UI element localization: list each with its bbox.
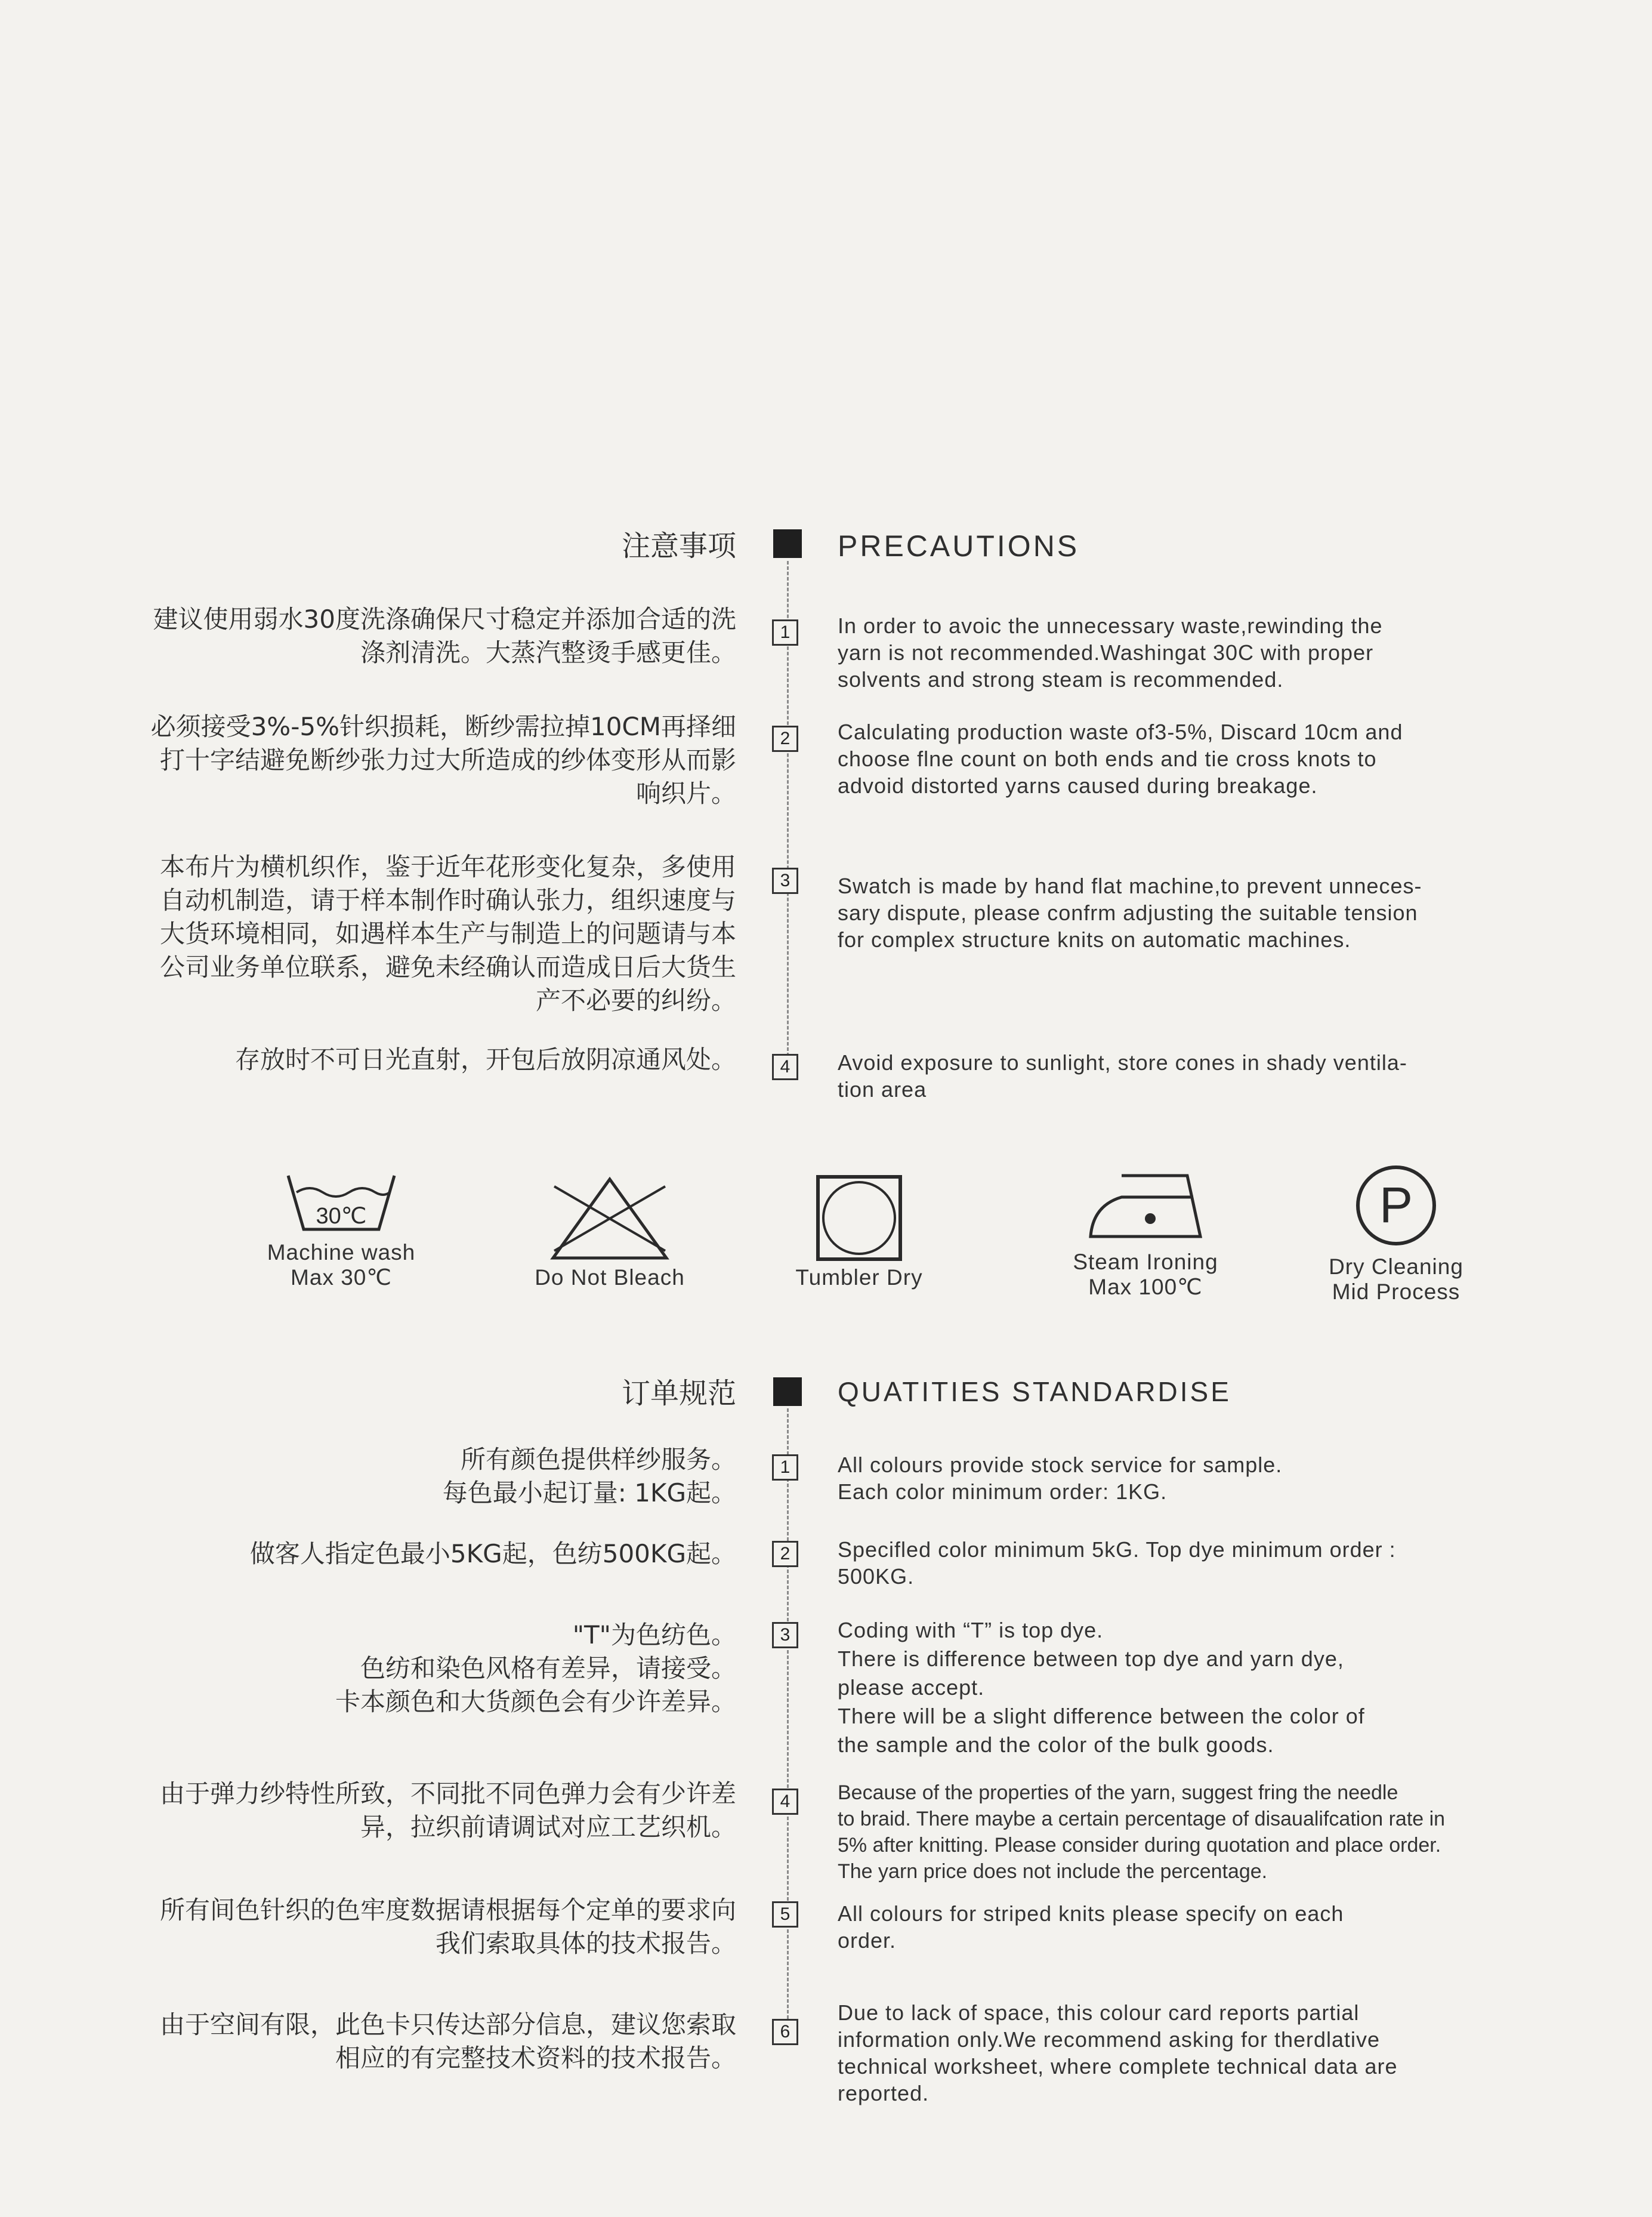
precaution-en-4: Avoid exposure to sunlight, store cones in shady ventila- tion area (838, 1050, 1407, 1102)
precaution-zh-3: 本布片为横机织作，鉴于近年花形变化复杂，多使用 自动机制造，请于样本制作时确认张力，组织速度与 大货环境相同，如遇样本生产与制造上的问题请与本 公司业务单位联系，避免未经确认而造成日后大货生 产不必要的纠纷。 (159, 852, 736, 1015)
machine-wash-30-icon (285, 1170, 398, 1235)
care-label-do-not-bleach: Do Not Bleach (535, 1265, 685, 1290)
care-steam-iron (1038, 1170, 1253, 1300)
care-dry-clean (1289, 1163, 1503, 1305)
quantity-number-2: 2 (772, 1541, 798, 1567)
quantity-zh-1: 所有颜色提供样纱服务。 每色最小起订量: 1KG起。 (442, 1445, 736, 1507)
precautions-title-zh: 注意事项 (621, 529, 736, 563)
quantity-zh-2: 做客人指定色最小5KG起，色纺500KG起。 (249, 1539, 736, 1568)
dry-clean-p-icon (1353, 1163, 1439, 1248)
precaution-number-2: 2 (772, 726, 798, 752)
care-tumble-dry (752, 1173, 967, 1290)
section-marker-square (773, 529, 802, 558)
precaution-zh-4: 存放时不可日光直射，开包后放阴凉通风处。 (234, 1045, 736, 1074)
svg-text:30℃: 30℃ (316, 1204, 367, 1229)
precaution-en-2: Calculating production waste of3-5%, Discard 10cm and choose flne count on both ends and tie cross knots to advoid distorted yarns caused during breakage. (838, 720, 1403, 798)
precaution-number-1: 1 (772, 619, 798, 646)
care-label-steam-iron: Steam Ironing Max 100℃ (1073, 1250, 1218, 1299)
quantity-number-5: 5 (772, 1901, 798, 1928)
quantity-zh-3: "T"为色纺色。 色纺和染色风格有差异，请接受。 卡本颜色和大货颜色会有少许差异。 (335, 1620, 736, 1716)
do-not-bleach-icon (541, 1174, 678, 1264)
care-label-machine-wash: Machine wash Max 30℃ (267, 1240, 416, 1290)
quantities-title-zh: 订单规范 (621, 1377, 736, 1410)
quantity-number-4: 4 (772, 1789, 798, 1815)
precaution-en-3: Swatch is made by hand flat machine,to prevent unneces- sary dispute, please confrm adjusting the suitable tension for complex structure knits on automatic machines. (838, 874, 1422, 952)
quantity-zh-4: 由于弹力纱特性所致，不同批不同色弹力会有少许差 异，拉织前请调试对应工艺织机。 (159, 1779, 736, 1842)
precaution-number-3: 3 (772, 868, 798, 894)
quantity-zh-5: 所有间色针织的色牢度数据请根据每个定单的要求向 我们索取具体的技术报告。 (159, 1895, 736, 1958)
section-marker-square (773, 1377, 802, 1406)
quantity-number-3: 3 (772, 1622, 798, 1648)
precautions-title-en: PRECAUTIONS (838, 529, 1080, 563)
precaution-zh-1: 建议使用弱水30度洗涤确保尺寸稳定并添加合适的洗 涤剂清洗。大蒸汽整烫手感更佳。 (153, 605, 736, 667)
svg-text:P: P (1379, 1177, 1413, 1233)
tumble-dry-icon (814, 1173, 904, 1263)
precaution-en-1: In order to avoic the unnecessary waste,rewinding the yarn is not recommended.Washingat 30C with proper solvents and strong steam is recommended. (838, 613, 1383, 692)
quantity-zh-6: 由于空间有限，此色卡只传达部分信息，建议您索取 相应的有完整技术资料的技术报告。 (159, 2010, 736, 2073)
quantity-en-1: All colours provide stock service for sample. Each color minimum order: 1KG. (838, 1453, 1283, 1504)
care-do-not-bleach (502, 1174, 717, 1290)
quantity-en-4: Because of the properties of the yarn, suggest fring the needle to braid. There maybe a certain percentage of disaualifcation rate in 5% after knitting. Please consider during quotation and place order. The yarn price does not include the percentage. (838, 1781, 1446, 1883)
care-machine-wash (234, 1170, 449, 1290)
timeline-divider (787, 1408, 789, 2035)
precaution-number-4: 4 (772, 1054, 798, 1080)
precaution-zh-2: 必须接受3%-5%针织损耗，断纱需拉掉10CM再择细 打十字结避免断纱张力过大所造成的纱体变形从而影 响织片。 (150, 712, 736, 808)
quantity-en-5: All colours for striped knits please specify on each order. (838, 1901, 1344, 1953)
steam-iron-icon (1086, 1170, 1205, 1241)
care-label-dry-clean: Dry Cleaning Mid Process (1329, 1254, 1463, 1304)
quantity-en-2: Specifled color minimum 5kG. Top dye minimum order : 500KG. (838, 1537, 1396, 1589)
quantity-number-1: 1 (772, 1454, 798, 1481)
quantities-title-en: QUATITIES STANDARDISE (838, 1376, 1231, 1407)
quantity-number-6: 6 (772, 2019, 798, 2045)
care-label-tumble-dry: Tumbler Dry (795, 1265, 923, 1290)
quantity-en-3: Coding with “T” is top dye. There is difference between top dye and yarn dye, please accept. There will be a slight difference between the color of the sample and the color of the bulk goods. (838, 1618, 1365, 1757)
quantity-en-6: Due to lack of space, this colour card reports partial information only.We recommend asking for therdlative technical worksheet, where complete technical data are reported. (838, 2000, 1398, 2105)
